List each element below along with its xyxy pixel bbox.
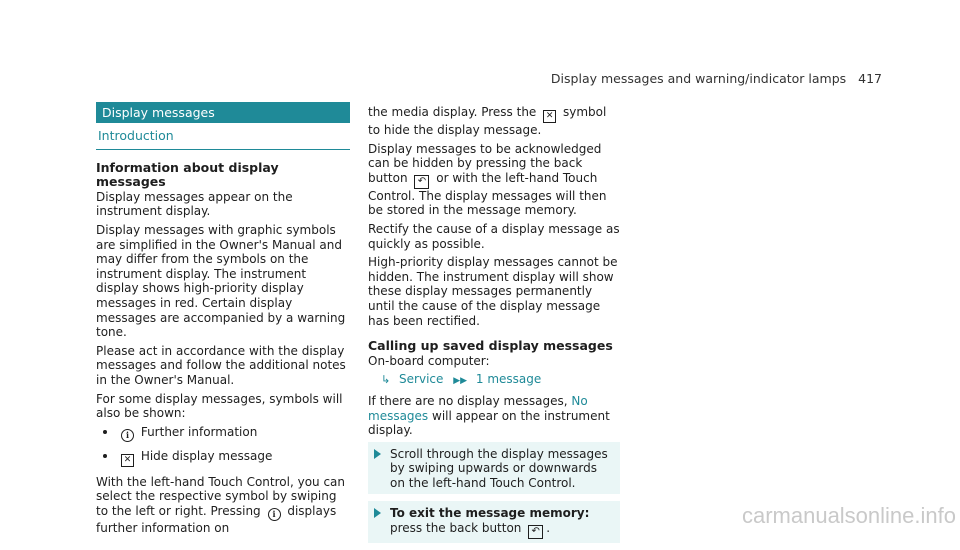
close-box-icon: ✕ [543, 110, 556, 123]
page-header [551, 71, 882, 86]
text-run: symbol to hide the display message. [368, 105, 607, 137]
text-run: If there are no display messages, [368, 393, 568, 408]
back-button-icon: ↶ [414, 175, 429, 189]
text-run: With the left-hand Touch Control, you can select the respective symbol by swiping to the left or right. Pressing [96, 474, 346, 518]
list-item [96, 425, 350, 442]
step-text: . [546, 521, 551, 536]
middle-column [368, 105, 620, 550]
paragraph: Rectify the cause of a display message as quickly as possible. [368, 221, 620, 251]
paragraph [368, 394, 620, 438]
text-run: the media display. Press the [368, 105, 537, 119]
paragraph [368, 142, 620, 218]
header-title: Display messages and warning/indicator lamps [550, 71, 847, 86]
info-icon: i [268, 508, 281, 521]
close-box-icon: ✕ [121, 454, 134, 467]
instruction-step [368, 442, 620, 495]
list-item [96, 449, 350, 467]
no-messages-label: No messages [368, 393, 588, 423]
symbol-list [96, 425, 350, 467]
step-text: press the back button [390, 521, 522, 536]
subsection-title: Introduction [96, 127, 350, 150]
menu-path [368, 372, 620, 389]
paragraph: High-priority display messages cannot be hidden. The instrument display will show these display messages permanently until the cause of the display message has been rectified. [368, 255, 618, 328]
heading-calling-up: Calling up saved display messages [368, 338, 613, 354]
text-run: Display messages to be acknowledged can be hidden by pressing the back button [368, 141, 602, 185]
heading-information: Information about display messages [96, 159, 279, 190]
path-item-message: 1 message [475, 372, 542, 387]
paragraph: Display messages with graphic symbols are simplified in the Owner's Manual and may differ from the symbols on the instrument display. The instrument display shows high-priority display messages in red. Certain display messages are accompanied by a warning tone. [96, 222, 346, 340]
step-bold-text: To exit the message memory: [390, 506, 590, 521]
step-arrow-icon [374, 508, 381, 518]
step-arrow-icon [374, 449, 381, 459]
path-item-service: Service [399, 372, 444, 387]
step-text: Scroll through the display messages by swiping upwards or downwards on the left-hand Touch Control. [390, 446, 608, 490]
path-arrow-icon: ↳ [381, 373, 391, 387]
back-button-icon: ↶ [528, 525, 543, 539]
paragraph [368, 105, 620, 138]
paragraph: On-board computer: [368, 353, 490, 368]
text-run: or with the left-hand Touch Control. The display messages will then be stored in the message memory. [368, 170, 607, 218]
section-banner: Display messages [96, 102, 350, 123]
left-column [96, 102, 350, 539]
paragraph [96, 475, 350, 536]
paragraph: Display messages appear on the instrument display. [96, 189, 293, 219]
paragraph: For some display messages, symbols will also be shown: [96, 391, 343, 421]
text-run: displays further information on [96, 503, 337, 535]
chevron-right-icon: ▶▶ [453, 376, 468, 387]
paragraph: Please act in accordance with the display messages and follow the additional notes in the Owner's Manual. [96, 343, 346, 387]
page-number: 417 [858, 71, 882, 86]
bullet-text: Hide display message [140, 448, 273, 463]
watermark: carmanualsonline.info [741, 503, 956, 528]
info-icon: i [121, 429, 134, 442]
instruction-step [368, 501, 620, 543]
text-run: will appear on the instrument display. [368, 408, 610, 438]
bullet-text: Further information [140, 424, 258, 439]
